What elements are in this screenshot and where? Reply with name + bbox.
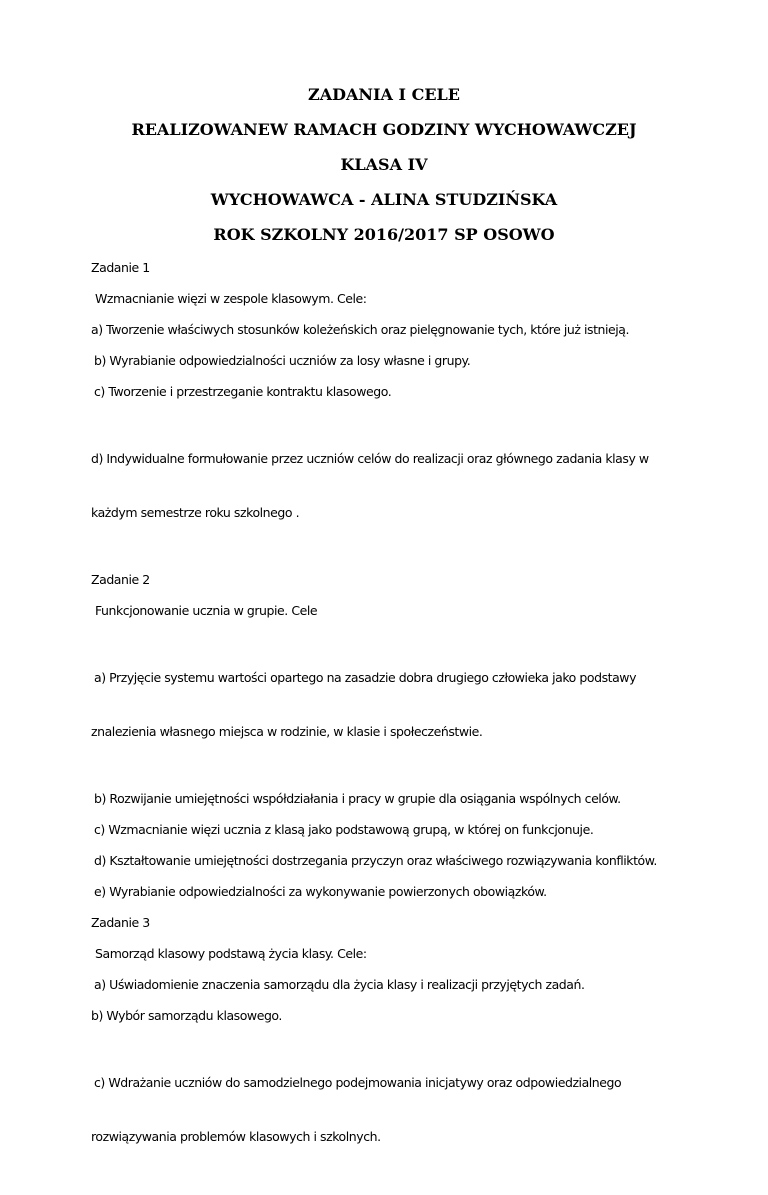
task-3-goal-c: [91, 1038, 691, 1182]
task-1-goal-d: [91, 414, 691, 558]
task-1-goal-d-line-1: d) Indywidualne formułowanie przez uczniów celów do realizacji oraz głównego zadania klasy w: [91, 451, 649, 466]
task-1-intro: Wzmacnianie więzi w zespole klasowym. Cele:: [95, 291, 367, 306]
document-title: ZADANIA I CELE: [308, 85, 460, 104]
task-2-goal-a-line-2: znalezienia własnego miejsca w rodzinie, w klasie i społeczeństwie.: [91, 724, 483, 739]
task-1-title: Zadanie 1: [91, 260, 150, 275]
task-3-goal-c-line-1: c) Wdrażanie uczniów do samodzielnego podejmowania inicjatywy oraz odpowiedzialnego: [94, 1075, 622, 1090]
task-2-goal-c: c) Wzmacnianie więzi ucznia z klasą jako podstawową grupą, w której on funkcjonuje.: [94, 822, 594, 837]
task-1-goal-c: c) Tworzenie i przestrzeganie kontraktu klasowego.: [94, 384, 392, 399]
document-body: [91, 259, 691, 1195]
school-year-heading: ROK SZKOLNY 2016/2017 SP OSOWO: [213, 225, 555, 244]
teacher-heading: WYCHOWAWCA - ALINA STUDZIŃSKA: [210, 190, 558, 209]
task-3-intro: Samorząd klasowy podstawą życia klasy. Cele:: [95, 946, 367, 961]
task-2-title: Zadanie 2: [91, 572, 150, 587]
task-2-goal-d: d) Kształtowanie umiejętności dostrzegania przyczyn oraz właściwego rozwiązywania konfliktów.: [94, 853, 657, 868]
document-header: [0, 86, 768, 261]
task-3-title: Zadanie 3: [91, 915, 150, 930]
task-2-goal-e: e) Wyrabianie odpowiedzialności za wykonywanie powierzonych obowiązków.: [94, 884, 547, 899]
task-2-goal-a-line-1: a) Przyjęcie systemu wartości opartego na zasadzie dobra drugiego człowieka jako podstawy: [94, 670, 637, 685]
task-1-goal-b: b) Wyrabianie odpowiedzialności uczniów za losy własne i grupy.: [94, 353, 471, 368]
task-1-goal-d-line-2: każdym semestrze roku szkolnego .: [91, 505, 300, 520]
class-heading: KLASA IV: [340, 155, 428, 174]
task-3-goal-a: a) Uświadomienie znaczenia samorządu dla życia klasy i realizacji przyjętych zadań.: [94, 977, 585, 992]
task-3-goal-b: b) Wybór samorządu klasowego.: [91, 1008, 282, 1023]
task-2-goal-b: b) Rozwijanie umiejętności współdziałania i pracy w grupie dla osiągania wspólnych celów.: [94, 791, 621, 806]
task-2-intro: Funkcjonowanie ucznia w grupie. Cele: [95, 603, 318, 618]
task-1-goal-a: a) Tworzenie właściwych stosunków koleżeńskich oraz pielęgnowanie tych, które już istnieją.: [91, 322, 630, 337]
task-2-goal-a: [91, 633, 691, 777]
document-subtitle: REALIZOWANEW RAMACH GODZINY WYCHOWAWCZEJ: [131, 120, 637, 139]
task-3-goal-c-line-2: rozwiązywania problemów klasowych i szkolnych.: [91, 1129, 381, 1144]
